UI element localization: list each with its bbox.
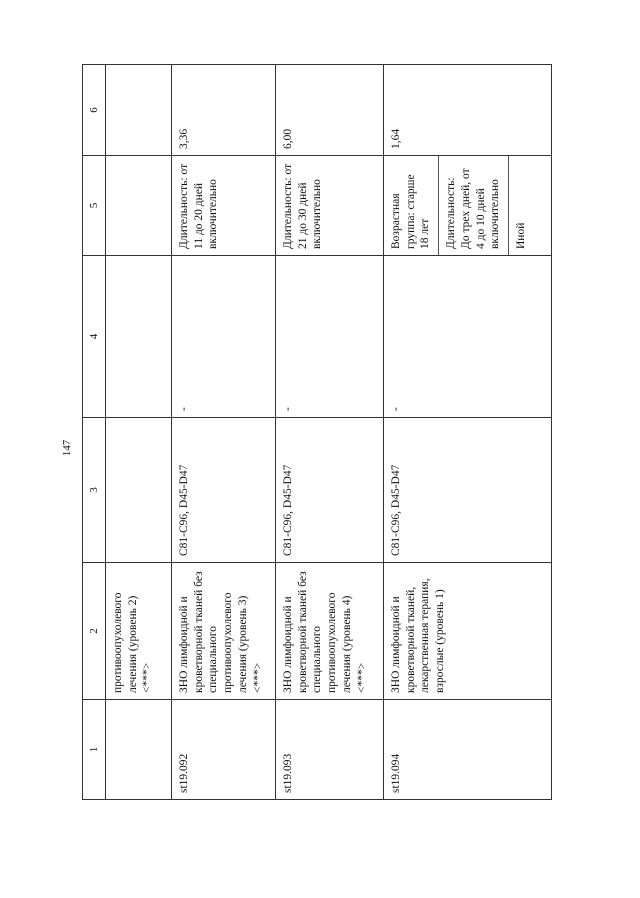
header-row bbox=[83, 65, 106, 800]
header-cell-3: 3 bbox=[83, 418, 106, 563]
name-cell: противоопухолевого лечения (уровень 2) <***> bbox=[106, 563, 172, 700]
name-cell: ЗНО лимфоидной и кроветворной тканей, лекарственная терапия, взрослые (уровень 1) bbox=[384, 563, 552, 700]
code-cell: st19.093 bbox=[276, 700, 384, 800]
table-row bbox=[276, 65, 384, 800]
header-cell-4: 4 bbox=[83, 256, 106, 418]
age-group-criterion: Возрастная группа: старше 18 лет bbox=[390, 174, 432, 249]
code-cell bbox=[106, 700, 172, 800]
criteria-cell bbox=[106, 156, 172, 256]
page-number: 147 bbox=[61, 439, 73, 457]
service-codes-cell: - bbox=[276, 256, 384, 418]
tariff-table bbox=[82, 64, 552, 800]
coefficient-cell: 3,36 bbox=[172, 65, 276, 156]
diagnosis-codes-cell: C81-C96, D45-D47 bbox=[384, 418, 552, 563]
criteria-cell: Длительность: от 11 до 20 дней включительно bbox=[172, 156, 276, 256]
service-codes-cell bbox=[106, 256, 172, 418]
coefficient-cell bbox=[106, 65, 172, 156]
table-row bbox=[384, 65, 552, 800]
diagnosis-codes-cell bbox=[106, 418, 172, 563]
criteria-cell: Длительность: от 21 до 30 дней включительно bbox=[276, 156, 384, 256]
coefficient-cell: 1,64 bbox=[384, 65, 552, 156]
table-row bbox=[172, 65, 276, 800]
header-cell-2: 2 bbox=[83, 563, 106, 700]
header-cell-1: 1 bbox=[83, 700, 106, 800]
diagnosis-codes-cell: C81-C96, D45-D47 bbox=[276, 418, 384, 563]
name-cell: ЗНО лимфоидной и кроветворной тканей без специального противоопухолевого лечения (уровень 3) <***> bbox=[172, 563, 276, 700]
code-cell: st19.094 bbox=[384, 700, 552, 800]
header-cell-5: 5 bbox=[83, 156, 106, 256]
other-criterion: Иной bbox=[508, 156, 534, 255]
diagnosis-codes-cell: C81-C96, D45-D47 bbox=[172, 418, 276, 563]
criteria-cell bbox=[384, 156, 552, 256]
rotated-table-container bbox=[82, 65, 552, 800]
duration-criterion: Длительность: До трех дней, от 4 до 10 дней включительно bbox=[438, 156, 508, 255]
service-codes-cell: - bbox=[172, 256, 276, 418]
table-row bbox=[106, 65, 172, 800]
service-codes-cell: - bbox=[384, 256, 552, 418]
coefficient-cell: 6,00 bbox=[276, 65, 384, 156]
header-cell-6: 6 bbox=[83, 65, 106, 156]
code-cell: st19.092 bbox=[172, 700, 276, 800]
name-cell: ЗНО лимфоидной и кроветворной тканей без специального противоопухолевого лечения (уровень 4) <***> bbox=[276, 563, 384, 700]
